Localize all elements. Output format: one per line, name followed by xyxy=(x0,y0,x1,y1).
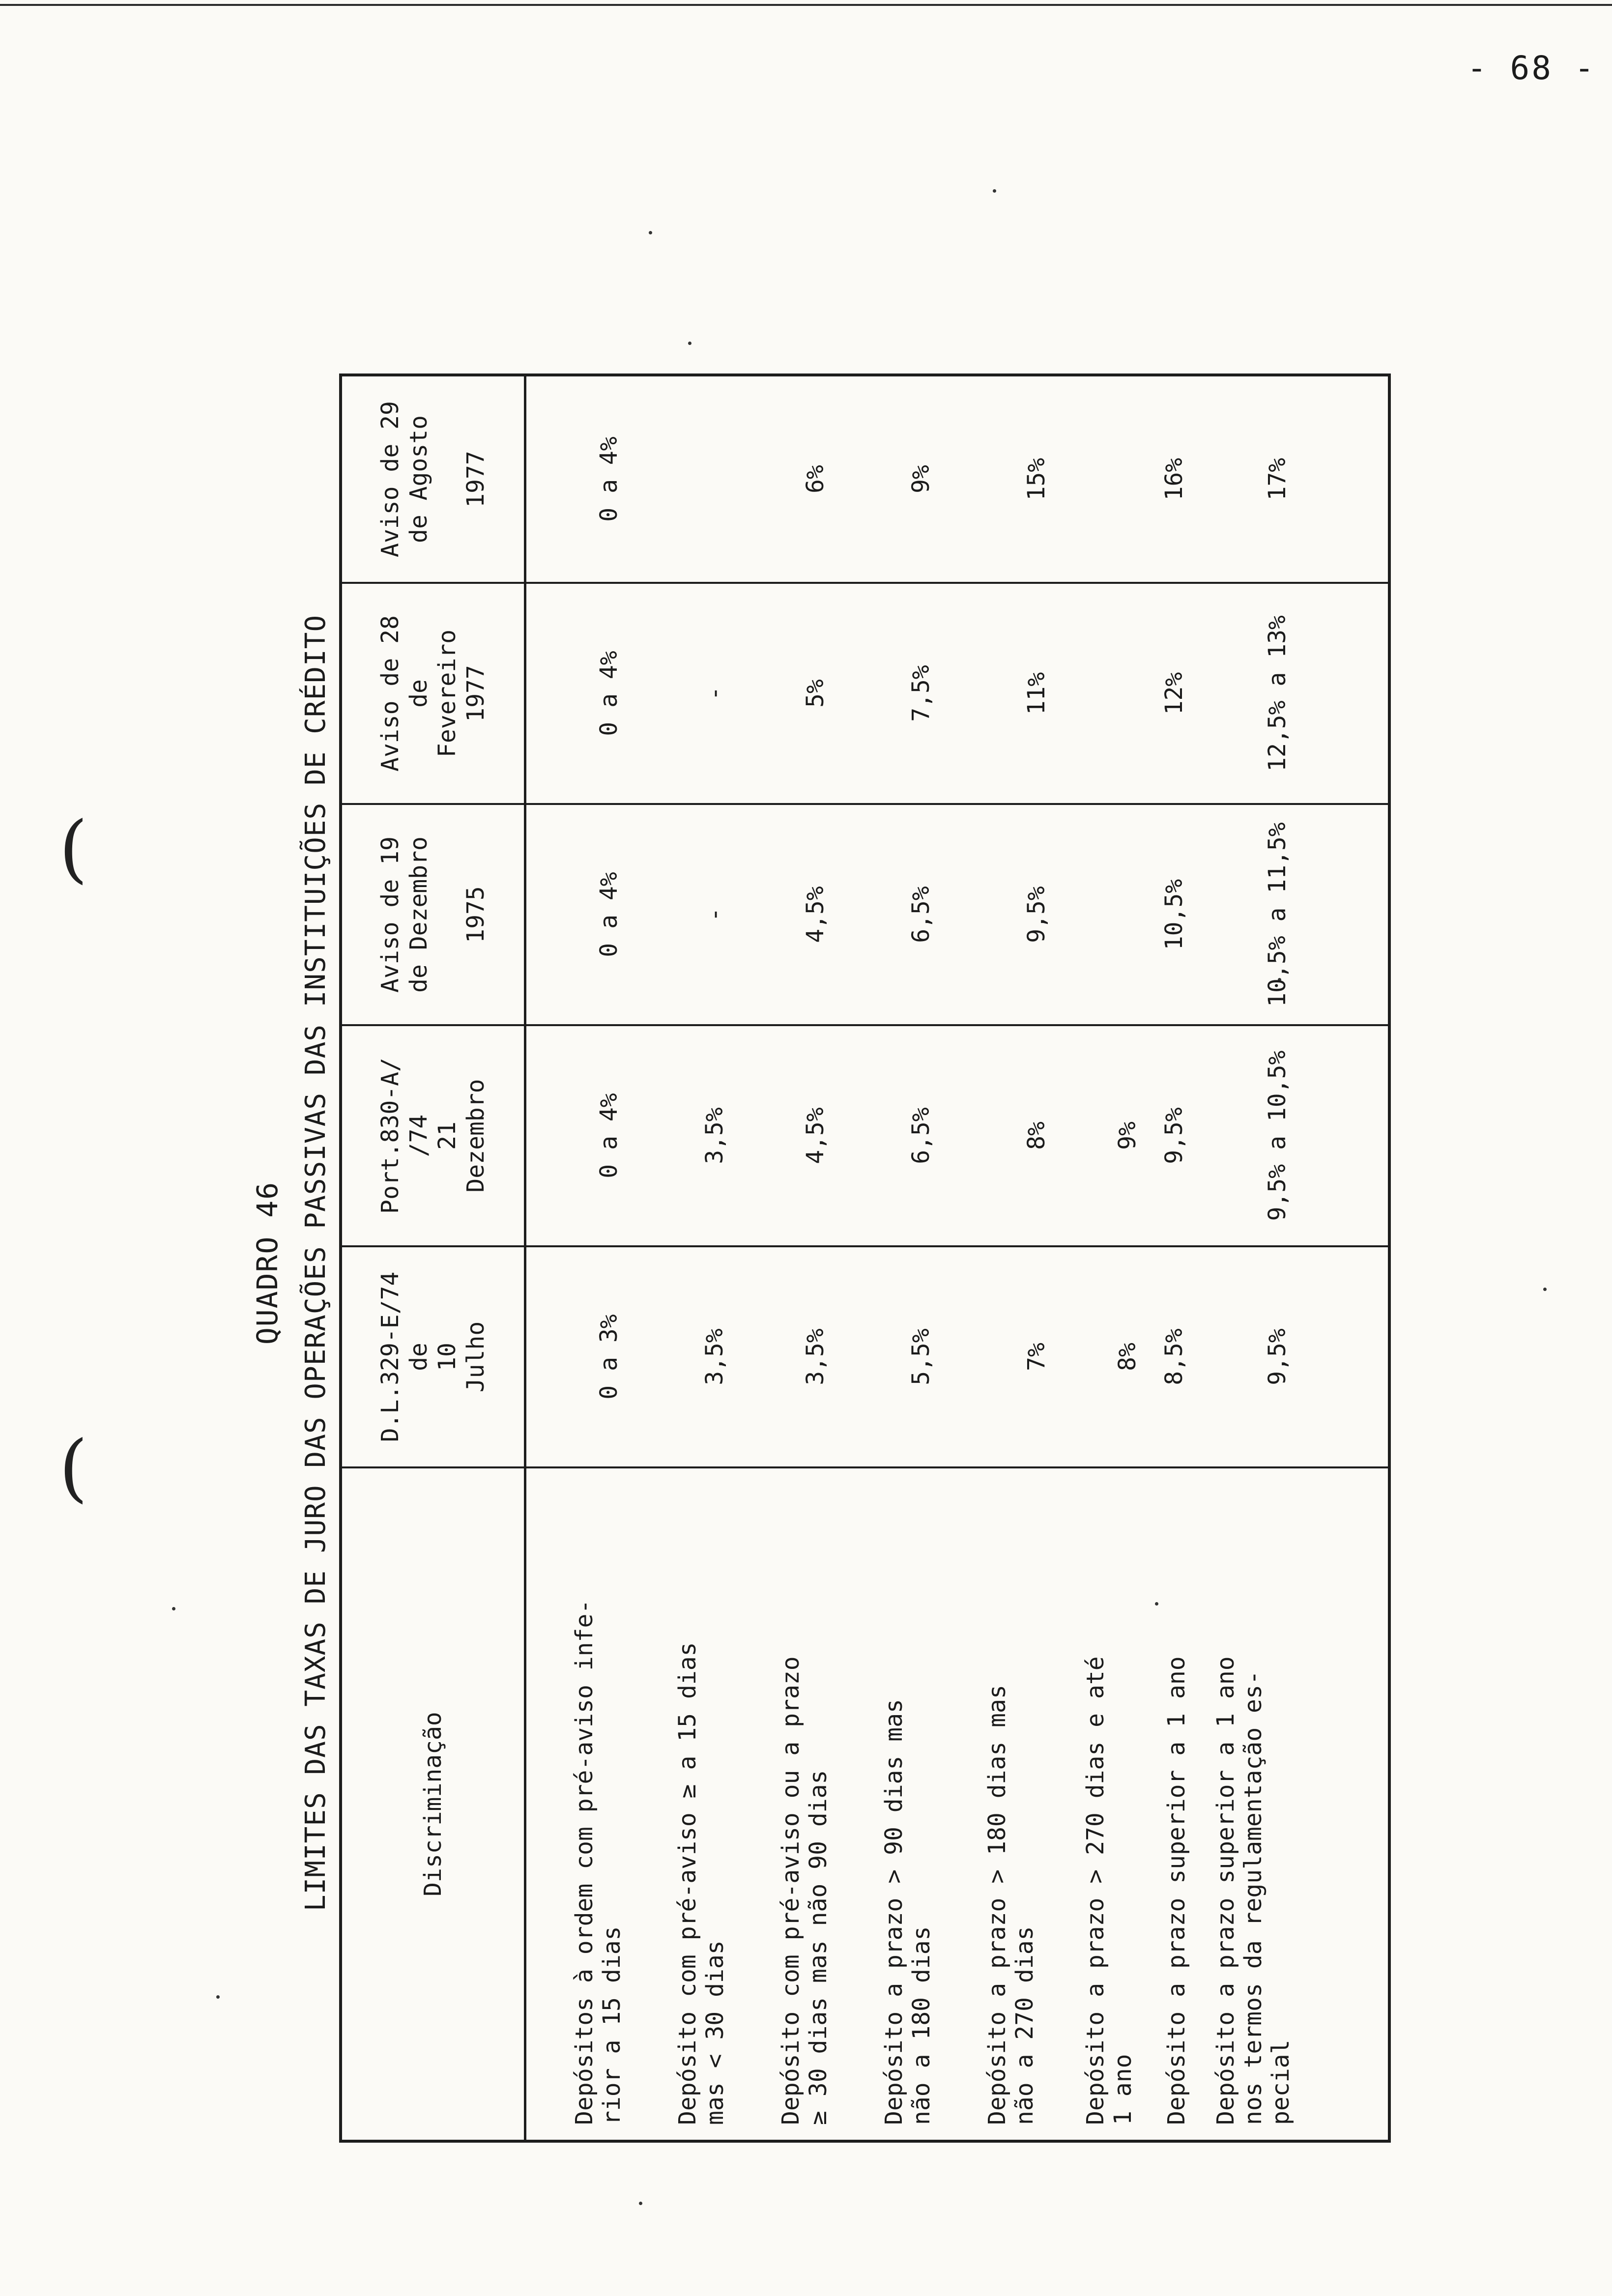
table-header-row xyxy=(342,376,526,2140)
values-column-port-830a-74 xyxy=(526,1024,1388,1245)
cell-value: 9% xyxy=(1114,1121,1141,1150)
header-discriminacao: Discriminação xyxy=(342,1466,524,2140)
rotated-table-block xyxy=(246,354,1327,2172)
cell-value: 6% xyxy=(802,465,829,493)
cell-value: 16% xyxy=(1160,458,1188,501)
scan-speck xyxy=(639,2202,642,2205)
scan-speck xyxy=(993,189,996,193)
cell-value: 3,5% xyxy=(701,1328,728,1385)
cell-value: 0 a 4% xyxy=(595,651,623,736)
cell-value: 0 a 4% xyxy=(595,1093,623,1178)
values-column-aviso-fev-1977 xyxy=(526,582,1388,803)
cell-value: 8% xyxy=(1023,1121,1050,1150)
table-title: LIMITES DAS TAXAS DE JURO DAS OPERAÇÕES PASSIVAS DAS INSTITUIÇÕES DE CRÉDITO xyxy=(300,614,332,1912)
values-column-aviso-ago-1977 xyxy=(526,376,1388,582)
header-aviso-ago-1977: Aviso de 29 de Agosto 1977 xyxy=(376,401,489,557)
top-border-line xyxy=(0,4,1612,6)
cell-value: 7% xyxy=(1023,1343,1050,1371)
scan-speck xyxy=(649,231,652,234)
row-label: Depósitos à ordem com pré-aviso infe- rior a 15 dias xyxy=(571,1599,626,2125)
cell-value: 10,5% a 11,5% xyxy=(1264,822,1291,1007)
cell-value: - xyxy=(701,907,728,922)
cell-value: 11% xyxy=(1023,672,1050,715)
cell-value: 15% xyxy=(1023,458,1050,501)
cell-value: 12,5% a 13% xyxy=(1264,615,1291,772)
cell-value: 0 a 3% xyxy=(595,1314,623,1400)
header-dl-329e-74: D.L.329-E/74 de 10 Julho xyxy=(342,1245,524,1466)
values-column-dl-329e-74 xyxy=(526,1245,1388,1466)
row-label: Depósito a prazo > 180 dias mas não a 270 dias xyxy=(983,1685,1038,2125)
values-column-aviso-dez-1975 xyxy=(526,803,1388,1024)
cell-value: 4,5% xyxy=(802,886,829,943)
row-label: Depósito com pré-aviso ≥ a 15 dias mas < 30 dias xyxy=(674,1642,729,2125)
binder-hole-mark: ( xyxy=(59,806,88,891)
cell-value: 0 a 4% xyxy=(595,436,623,522)
page-number: - 68 - xyxy=(1467,49,1596,87)
scan-speck xyxy=(216,1995,220,1999)
cell-value: 9% xyxy=(907,465,935,493)
scan-speck xyxy=(172,1607,175,1610)
header-aviso-fev-1977: Aviso de 28 de Fevereiro 1977 xyxy=(342,582,524,803)
cell-value: 3,5% xyxy=(802,1328,829,1385)
cell-value: 5% xyxy=(802,679,829,708)
cell-value: - xyxy=(701,686,728,701)
cell-value: 5,5% xyxy=(907,1328,935,1385)
cell-value: 17% xyxy=(1264,458,1291,501)
rates-table xyxy=(339,373,1391,2143)
row-label: Depósito com pré-aviso ou a prazo ≥ 30 dias mas não 90 dias xyxy=(777,1656,832,2125)
table-body xyxy=(526,376,1388,2140)
table-number: QUADRO 46 xyxy=(251,1181,284,1345)
row-label: Depósito a prazo > 270 dias e até 1 ano xyxy=(1082,1656,1137,2125)
scan-speck xyxy=(1543,1288,1547,1291)
cell-value: 8,5% xyxy=(1160,1328,1188,1385)
cell-value: 9,5% xyxy=(1264,1328,1291,1385)
cell-value: 7,5% xyxy=(907,665,935,722)
header-aviso-dez-1975: Aviso de 19 de Dezembro 1975 xyxy=(342,803,524,1024)
header-port-830a-74: Port.830-A/ /74 21 Dezembro xyxy=(342,1024,524,1245)
scan-speck xyxy=(688,342,691,345)
cell-value: 9,5% xyxy=(1160,1107,1188,1164)
cell-value: 3,5% xyxy=(701,1107,728,1164)
cell-value: 9,5% a 10,5% xyxy=(1264,1050,1291,1221)
cell-value: 12% xyxy=(1160,672,1188,715)
row-label: Depósito a prazo superior a 1 ano xyxy=(1163,1656,1190,2125)
cell-value: 9,5% xyxy=(1023,886,1050,943)
cell-value: 0 a 4% xyxy=(595,872,623,957)
label-column xyxy=(526,1466,1388,2140)
cell-value: 8% xyxy=(1114,1343,1141,1371)
cell-value: 6,5% xyxy=(907,886,935,943)
binder-hole-mark: ( xyxy=(59,1425,88,1511)
cell-value: 10,5% xyxy=(1160,879,1188,950)
cell-value: 4,5% xyxy=(802,1107,829,1164)
row-label: Depósito a prazo superior a 1 ano nos termos da regulamentação es- pecial xyxy=(1212,1656,1295,2125)
row-label: Depósito a prazo > 90 dias mas não a 180 dias xyxy=(880,1699,935,2125)
cell-value: 6,5% xyxy=(907,1107,935,1164)
